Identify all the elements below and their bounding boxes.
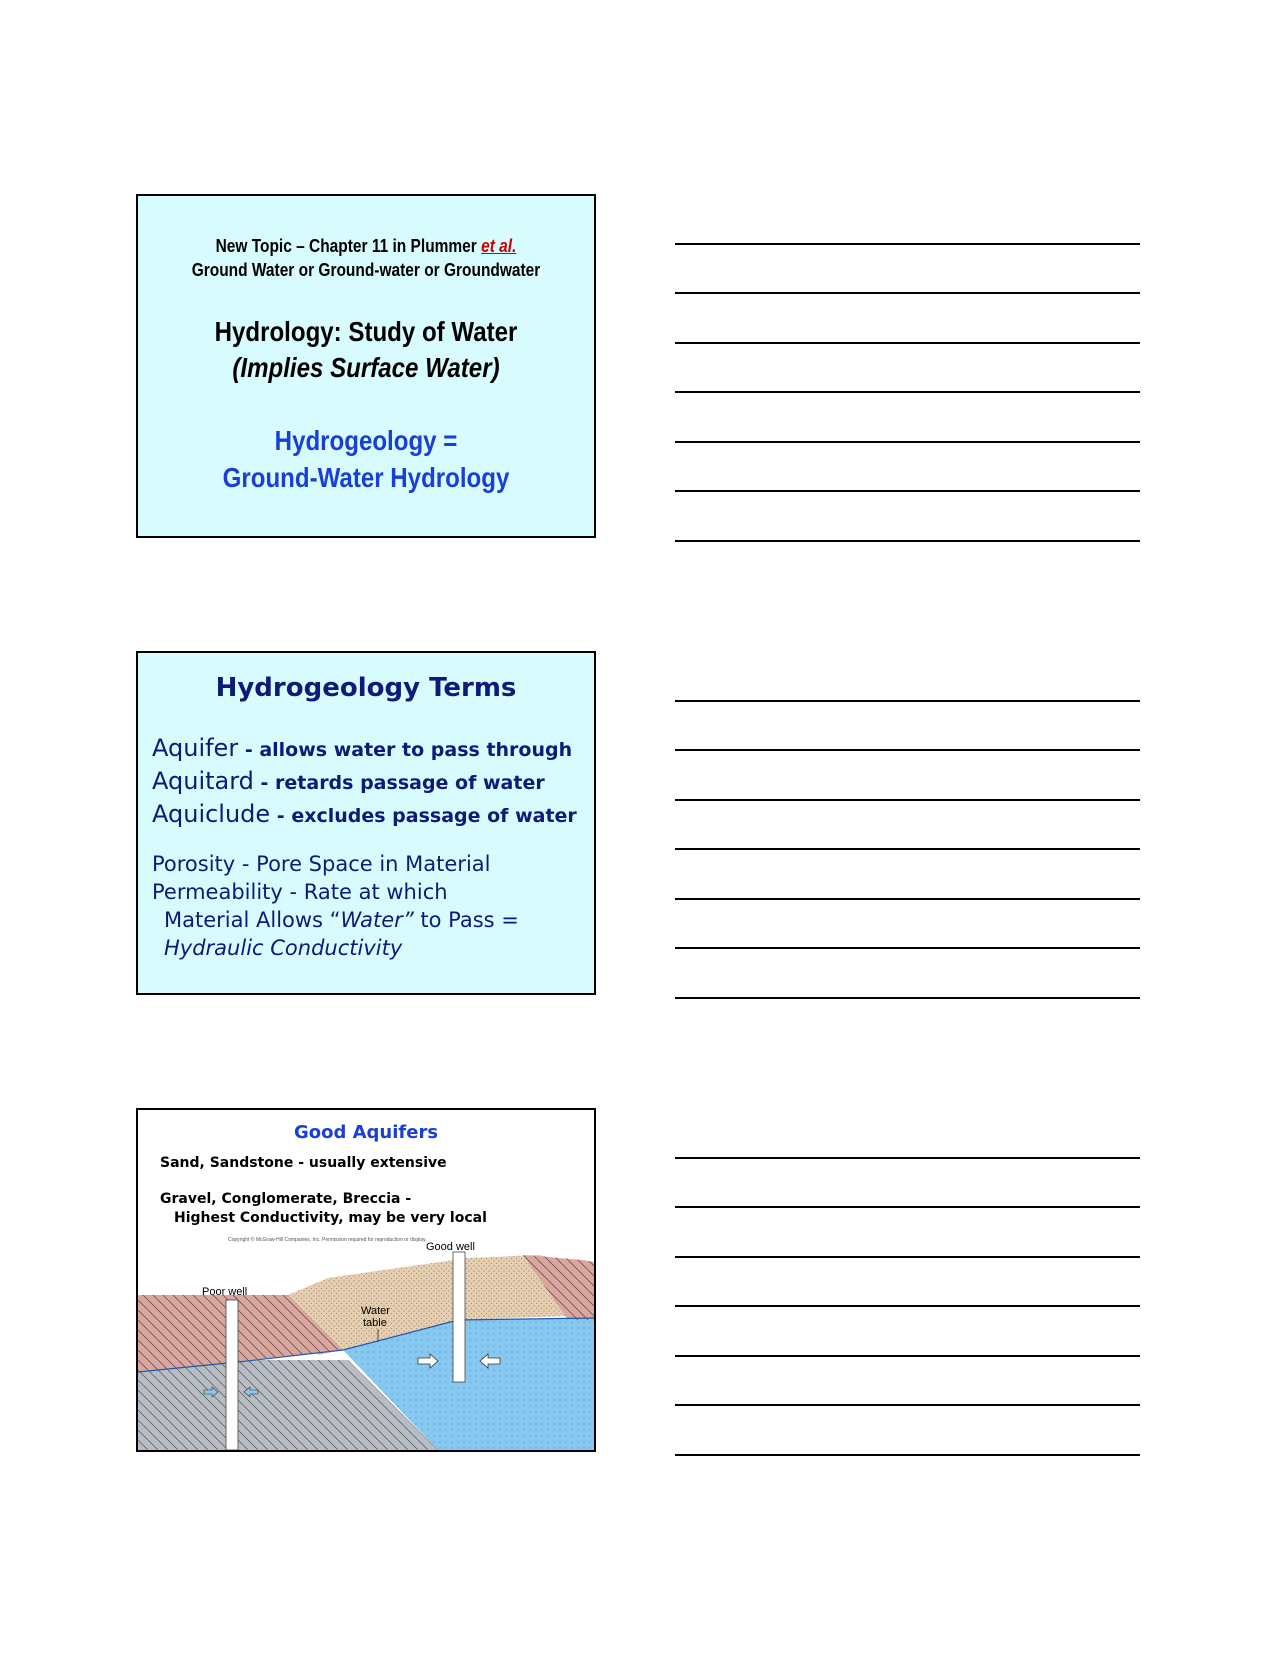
material-water: Water”: [340, 908, 414, 932]
slide-2-title: Hydrogeology Terms: [215, 673, 517, 703]
note-line: [675, 947, 1140, 949]
material-suffix: to Pass =: [413, 908, 519, 932]
note-line: [675, 997, 1140, 999]
note-line: [675, 243, 1140, 245]
note-line: [675, 391, 1140, 393]
sand-line: Sand, Sandstone - usually extensive: [160, 1155, 447, 1171]
ground-water-line: Ground Water or Ground-water or Groundwater: [191, 260, 541, 280]
material-prefix: Material Allows “: [164, 908, 341, 932]
table-label: table: [363, 1317, 387, 1329]
note-line: [675, 1256, 1140, 1258]
copyright-notice: Copyright © McGraw-Hill Companies, Inc. Permission required for reproduction or display.: [228, 1237, 427, 1243]
good-well-shaft: [453, 1252, 465, 1382]
note-line: [675, 1206, 1140, 1208]
term-aquiclude: [152, 799, 588, 832]
term-definition: excludes passage of water: [291, 805, 577, 827]
note-line: [675, 1355, 1140, 1357]
note-line: [675, 1305, 1140, 1307]
permeability-line: Permeability - Rate at which: [152, 880, 448, 904]
term-name: Aquiclude: [152, 800, 271, 828]
hydrology-title: Hydrology: Study of Water: [214, 316, 518, 347]
term-separator: -: [238, 739, 260, 761]
note-line: [675, 490, 1140, 492]
note-line: [675, 1404, 1140, 1406]
term-name: Aquifer: [152, 734, 239, 762]
term-separator: -: [270, 805, 292, 827]
slide-1-header: [138, 234, 594, 282]
note-line: [675, 749, 1140, 751]
slide-1: [136, 194, 596, 538]
note-line: [675, 342, 1140, 344]
topic-line: New Topic – Chapter 11 in Plummer: [215, 236, 482, 256]
poor-well-label: Poor well: [202, 1286, 248, 1298]
term-separator: -: [253, 772, 276, 794]
note-line: [675, 700, 1140, 702]
water-label: Water: [361, 1305, 390, 1317]
term-aquitard: [152, 766, 588, 799]
hydrogeology-line-1: Hydrogeology =: [274, 425, 458, 456]
note-line: [675, 292, 1140, 294]
hydrogeology-definition: [138, 422, 594, 496]
et-al-link[interactable]: et al.: [481, 236, 517, 256]
note-line: [675, 1454, 1140, 1456]
slide-2: [136, 651, 596, 995]
term-aquifer: [152, 733, 588, 766]
material-line: [152, 906, 588, 934]
hydrology-subtitle: (Implies Surface Water): [232, 352, 500, 383]
note-line: [675, 898, 1140, 900]
slide-1-title: [138, 314, 594, 386]
hydraulic-conductivity: Hydraulic Conductivity: [164, 936, 403, 960]
note-line: [675, 441, 1140, 443]
term-name: Aquitard: [152, 767, 254, 795]
porosity-line: Porosity - Pore Space in Material: [152, 852, 491, 876]
term-definition: retards passage of water: [275, 772, 545, 794]
porosity-permeability: [152, 850, 588, 962]
note-line: [675, 799, 1140, 801]
conductivity-line: Highest Conductivity, may be very local: [174, 1210, 487, 1226]
note-line: [675, 1157, 1140, 1159]
slide-3: [136, 1108, 596, 1452]
note-line: [675, 540, 1140, 542]
poor-well-shaft: [226, 1300, 238, 1450]
slide-3-title: Good Aquifers: [293, 1122, 439, 1143]
good-well-label: Good well: [426, 1241, 475, 1253]
term-definition: allows water to pass through: [259, 739, 573, 761]
terms-list: [152, 733, 588, 832]
hydrogeology-line-2: Ground-Water Hydrology: [222, 462, 510, 493]
note-line: [675, 848, 1140, 850]
gravel-line: Gravel, Conglomerate, Breccia -: [160, 1191, 412, 1207]
